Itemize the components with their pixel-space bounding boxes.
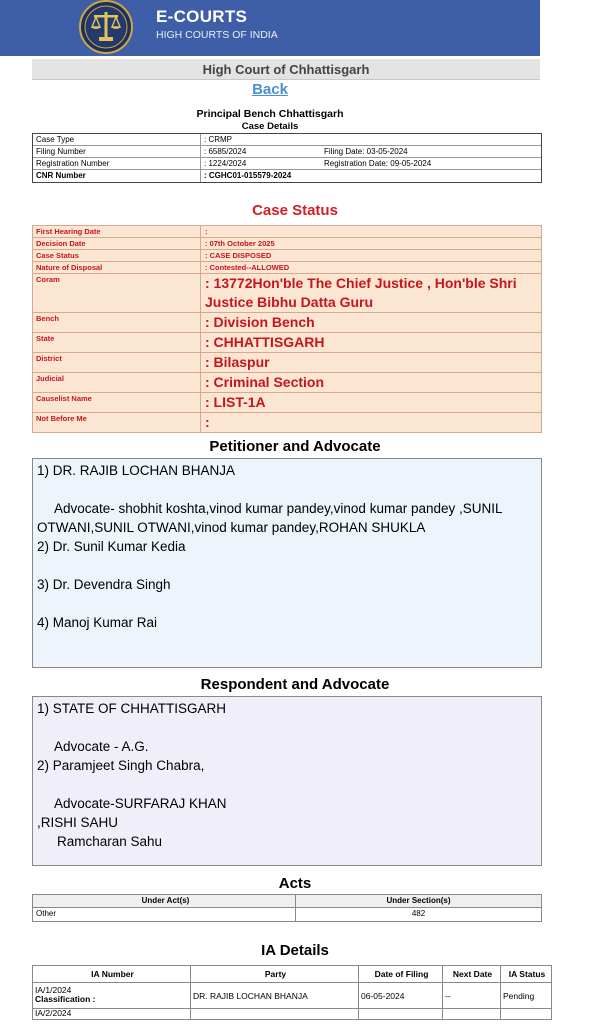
decision-date-value: : 07th October 2025: [205, 239, 275, 248]
brand-title: E-COURTS: [156, 7, 248, 26]
ia-header-party: Party: [191, 966, 359, 982]
case-type-label: Case Type: [33, 134, 201, 145]
bench-label: Bench: [33, 313, 201, 332]
case-details-title: Case Details: [241, 121, 299, 132]
coram-row: [33, 274, 541, 313]
brand-subtitle: HIGH COURTS OF INDIA: [156, 29, 278, 41]
case-status-value: : CASE DISPOSED: [205, 251, 272, 260]
cnr-value: : CGHC01-015579-2024: [204, 171, 292, 180]
petitioner-1-advocate: Advocate- shobhit koshta,vinod kumar pandey,vinod kumar pandey ,SUNIL: [54, 501, 503, 516]
case-type-value: : CRMP: [204, 135, 232, 144]
judicial-label: Judicial: [33, 373, 201, 392]
ia-row: [33, 983, 551, 1009]
app-header: [0, 0, 540, 56]
causelist-row: [33, 393, 541, 413]
court-name: High Court of Chhattisgarh: [202, 62, 370, 77]
case-details-table: [32, 133, 542, 183]
petitioner-3: 3) Dr. Devendra Singh: [37, 577, 171, 592]
causelist-label: Causelist Name: [33, 393, 201, 412]
ia-table: [32, 965, 552, 1020]
ia-number[interactable]: IA/2/2024: [33, 1009, 191, 1019]
acts-header-section: Under Section(s): [386, 896, 451, 905]
filing-number-value: : 6585/2024: [204, 147, 247, 156]
decision-date-label: Decision Date: [33, 238, 201, 249]
ia-status: Pending: [503, 990, 535, 1001]
ia-header-filing: Date of Filing: [359, 966, 443, 982]
not-before-value: :: [205, 414, 210, 430]
respondent-1-advocate: Advocate - A.G.: [54, 739, 149, 754]
respondent-box: [32, 696, 542, 866]
cnr-row: [33, 170, 541, 182]
ia-number[interactable]: IA/1/2024: [35, 985, 72, 995]
filing-date: Filing Date: 03-05-2024: [324, 147, 408, 156]
registration-date: Registration Date: 09-05-2024: [324, 159, 432, 168]
bench-row: [33, 313, 541, 333]
not-before-row: [33, 413, 541, 432]
ia-party: DR. RAJIB LOCHAN BHANJA: [191, 983, 359, 1008]
ia-row: [33, 1009, 551, 1019]
coram-value: [201, 274, 541, 312]
district-value: : Bilaspur: [205, 354, 270, 370]
case-status-table: [32, 225, 542, 433]
back-link[interactable]: Back: [252, 81, 288, 98]
nature-value: : Contested--ALLOWED: [205, 263, 290, 272]
acts-title: Acts: [278, 875, 312, 892]
coram-label: Coram: [33, 274, 201, 312]
ia-header-row: [33, 966, 551, 983]
decision-date-row: [33, 238, 541, 250]
ia-header-status: IA Status: [508, 969, 546, 979]
registration-row: [33, 158, 541, 170]
judicial-value: : Criminal Section: [205, 374, 325, 390]
state-row: [33, 333, 541, 353]
cnr-label: CNR Number: [33, 170, 201, 182]
case-status-row: [33, 250, 541, 262]
ia-header-next: Next Date: [443, 966, 501, 982]
acts-header-act: Under Act(s): [33, 895, 296, 907]
district-label: District: [33, 353, 201, 372]
court-name-bar: [32, 59, 540, 80]
acts-row: [33, 908, 541, 921]
ia-header-number: IA Number: [33, 966, 191, 982]
bench-value: : Division Bench: [205, 314, 315, 330]
judicial-row: [33, 373, 541, 393]
state-value: : CHHATTISGARH: [205, 334, 325, 350]
filing-number-label: Filing Number: [33, 146, 201, 157]
acts-header-row: [33, 895, 541, 908]
respondent-2: 2) Paramjeet Singh Chabra,: [37, 758, 205, 773]
causelist-value: : LIST-1A: [205, 394, 266, 410]
first-hearing-value: :: [205, 227, 208, 236]
nature-row: [33, 262, 541, 274]
emblem-icon: [78, 0, 134, 54]
district-row: [33, 353, 541, 373]
ia-title: IA Details: [261, 942, 329, 959]
petitioner-1: 1) DR. RAJIB LOCHAN BHANJA: [37, 463, 236, 478]
petitioner-4: 4) Manoj Kumar Rai: [37, 615, 158, 630]
ia-filing-date: 06-05-2024: [359, 983, 443, 1008]
nature-label: Nature of Disposal: [33, 262, 201, 273]
first-hearing-row: [33, 226, 541, 238]
case-type-row: [33, 134, 541, 146]
registration-number-label: Registration Number: [33, 158, 201, 169]
respondent-2-advocate-name: Ramcharan Sahu: [57, 834, 163, 849]
petitioner-box: [32, 458, 542, 668]
first-hearing-label: First Hearing Date: [33, 226, 201, 237]
respondent-2-advocate: Advocate-SURFARAJ KHAN: [54, 796, 227, 811]
respondent-1: 1) STATE OF CHHATTISGARH: [37, 701, 227, 716]
ia-next-date: --: [443, 983, 501, 1008]
respondent-2-advocate-cont: ,RISHI SAHU: [37, 815, 119, 830]
state-label: State: [33, 333, 201, 352]
coram-value-line2: Justice Bibhu Datta Guru: [205, 294, 374, 310]
petitioner-title: Petitioner and Advocate: [209, 438, 381, 455]
ia-number-cell: [33, 983, 191, 1008]
case-status-title: Case Status: [252, 202, 338, 219]
not-before-label: Not Before Me: [33, 413, 201, 432]
case-status-label: Case Status: [33, 250, 201, 261]
filing-row: [33, 146, 541, 158]
registration-number-value: : 1224/2024: [204, 159, 247, 168]
acts-section-value: 482: [411, 909, 426, 918]
petitioner-1-advocate-cont: OTWANI,SUNIL OTWANI,vinod kumar pandey,ROHAN SHUKLA: [37, 520, 426, 535]
petitioner-2: 2) Dr. Sunil Kumar Kedia: [37, 539, 186, 554]
ia-classification: Classification :: [35, 994, 96, 1004]
respondent-title: Respondent and Advocate: [200, 676, 390, 693]
acts-act-value: Other: [33, 908, 296, 921]
acts-table: [32, 894, 542, 922]
bench-title: Principal Bench Chhattisgarh: [196, 108, 344, 120]
coram-value-line1: : 13772Hon'ble The Chief Justice , Hon'ble Shri: [205, 275, 517, 291]
